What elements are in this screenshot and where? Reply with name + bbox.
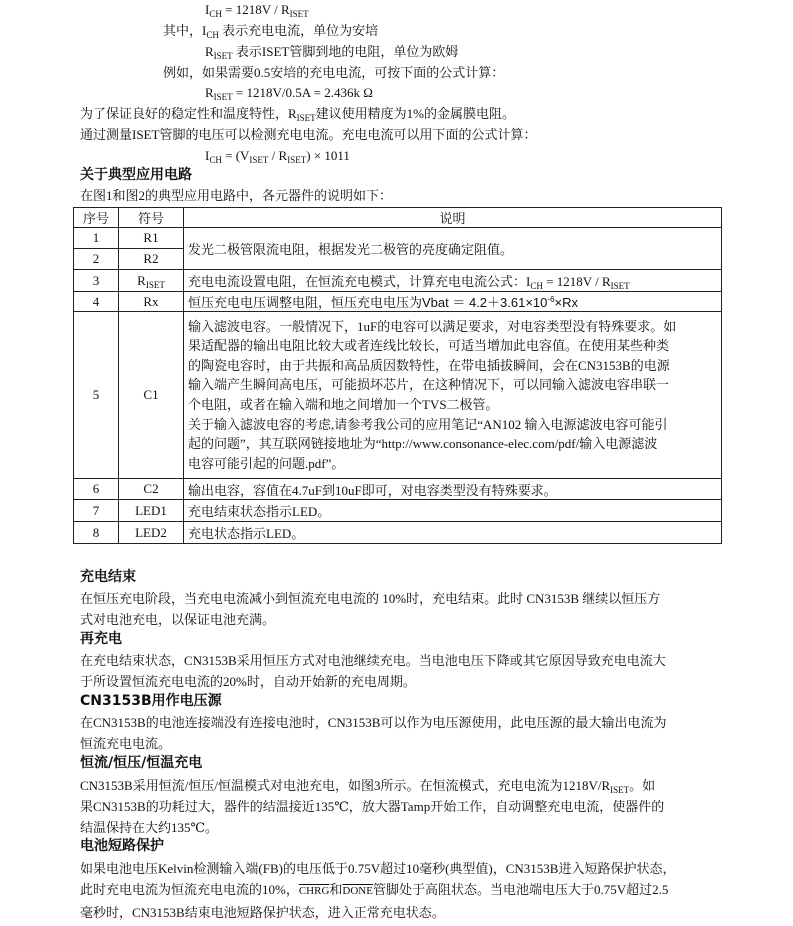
- cell-symbol: LED1: [119, 500, 184, 522]
- formula-ich-measure: $I_{CH} = (V_{ISET} / R_{ISET}) \times 1011$: [205, 148, 350, 165]
- section-cc-cv-ct-title: 恒流/恒压/恒温充电: [80, 755, 203, 771]
- header-no: 序号: [74, 208, 119, 228]
- cell-no: 1: [74, 228, 119, 249]
- table-row: [74, 479, 722, 500]
- table-header-row: [74, 208, 722, 228]
- cell-symbol: $R_{ISET}$: [119, 270, 184, 292]
- formula-ich: $I_{CH} = 1218V / R_{ISET}$: [205, 2, 309, 19]
- table-row: [74, 292, 722, 312]
- done-pin-label: DONE: [342, 885, 373, 897]
- typical-app-intro: 在图1和图2的典型应用电路中，各元器件的说明如下：: [80, 188, 393, 203]
- formula-example-calc: $R_{ISET} = 1218V/0.5A = 2.436k$ Ω: [205, 85, 373, 102]
- cell-no: 6: [74, 479, 119, 500]
- cell-desc: 输入滤波电容。一般情况下，1uF的电容可以满足要求，对电容类型没有特殊要求。如 果适配器的输出电阻比较大或者连线比较长，可适当增加此电容值。在使用某些种类 的陶瓷电容时，由于共振和高品质因数特性，在带电插拔瞬间，会在CN3153B的电源 输入端产生瞬间高电压，可能损坏芯片，在这种情况下，可以同输入滤波电容串联一 个电阻，或者在输入端和地之间增加一个TVS二极管。 关于输入滤波电容的考虑,请参考我公司的应用笔记“AN102 输入电源滤波电容可能引 起的问题”，其互联网链接地址为“http://www.consonance-elec.com/pdf/输入电源滤波 电容可能引起的问题.pdf”。: [184, 312, 722, 479]
- section-short-protect-title: 电池短路保护: [80, 838, 164, 854]
- cell-symbol: R1: [119, 228, 184, 249]
- table-row: [74, 228, 722, 249]
- table-row: [74, 500, 722, 522]
- measure-note: 通过测量ISET管脚的电压可以检测充电电流。充电电流可以用下面的公式计算：: [80, 127, 537, 142]
- typical-app-heading: 关于典型应用电路: [80, 167, 192, 183]
- section-voltage-source-body: 在CN3153B的电池连接端没有连接电池时，CN3153B可以作为电压源使用，此电压源的最大输出电流为 恒流充电电流。: [80, 715, 667, 751]
- table-row: [74, 312, 722, 479]
- cell-no: 7: [74, 500, 119, 522]
- cell-no: 4: [74, 292, 119, 312]
- component-table: [73, 207, 722, 544]
- cell-desc: 输出电容，容值在4.7uF到10uF即可，对电容类型没有特殊要求。: [184, 479, 722, 500]
- table-row: [74, 270, 722, 292]
- section-charge-end-title: 充电结束: [80, 569, 136, 585]
- formula-where-riset: $R_{ISET}$ 表示ISET管脚到地的电阻，单位为欧姆: [205, 44, 459, 61]
- chrg-pin-label: CHRG: [298, 885, 330, 897]
- stability-note: 为了保证良好的稳定性和温度特性，$R_{ISET}$建议使用精度为1%的金属膜电阻。: [80, 106, 516, 123]
- section-recharge-title: 再充电: [80, 631, 122, 647]
- section-cc-cv-ct-body: CN3153B采用恒流/恒压/恒温模式对电池充电，如图3所示。在恒流模式，充电电流为$1218V/R_{ISET}$。如 果CN3153B的功耗过大，器件的结温接近135℃，放大器Tamp开始工作，自动调整充电电流，使器件的 结温保持在大约135℃。: [80, 778, 665, 835]
- section-recharge-body: 在充电结束状态，CN3153B采用恒压方式对电池继续充电。当电池电压下降或其它原因导致充电电流大 于所设置恒流充电电流的20%时，自动开始新的充电周期。: [80, 653, 666, 689]
- cell-desc: 充电结束状态指示LED。: [184, 500, 722, 522]
- section-charge-end-body: 在恒压充电阶段，当充电电流减小到恒流充电电流的 10%时，充电结束。此时 CN3153B 继续以恒压方 式对电池充电，以保证电池充满。: [80, 591, 661, 627]
- cell-no: 2: [74, 249, 119, 270]
- header-symbol: 符号: [119, 208, 184, 228]
- cell-no: 8: [74, 522, 119, 544]
- section-voltage-source-title: CN3153B用作电压源: [80, 693, 222, 709]
- cell-symbol: LED2: [119, 522, 184, 544]
- cell-desc: 充电状态指示LED。: [184, 522, 722, 544]
- formula-where-ich: 其中，$I_{CH}$ 表示充电电流，单位为安培: [163, 23, 379, 40]
- cell-symbol: C2: [119, 479, 184, 500]
- cell-no: 3: [74, 270, 119, 292]
- cell-symbol: R2: [119, 249, 184, 270]
- header-desc: 说明: [184, 208, 722, 228]
- cell-desc: 充电电流设置电阻，在恒流充电模式，计算充电电流公式：$I_{CH} = 1218V / R_{ISET}$: [184, 270, 722, 292]
- table-row: [74, 522, 722, 544]
- formula-example-text: 例如，如果需要0.5安培的充电电流，可按下面的公式计算：: [163, 65, 505, 80]
- section-short-protect-body: 如果电池电压Kelvin检测输入端(FB)的电压低于0.75V超过10毫秒(典型值)，CN3153B进入短路保护状态， 此时充电电流为恒流充电电流的10%，CHRG和DONE管脚处于高阻状态。当电池端电压大于0.75V超过2.5 毫秒时，CN3153B结束电池短路保护状态，进入正常充电状态。: [80, 861, 676, 920]
- cell-no: 5: [74, 312, 119, 479]
- cell-desc: 发光二极管限流电阻，根据发光二极管的亮度确定阻值。: [184, 228, 722, 270]
- cell-desc: 恒压充电电压调整电阻，恒压充电电压为Vbat ＝ $4.2+3.61\times 10^{-6}\times Rx$: [184, 292, 722, 312]
- cell-symbol: Rx: [119, 292, 184, 312]
- cell-symbol: C1: [119, 312, 184, 479]
